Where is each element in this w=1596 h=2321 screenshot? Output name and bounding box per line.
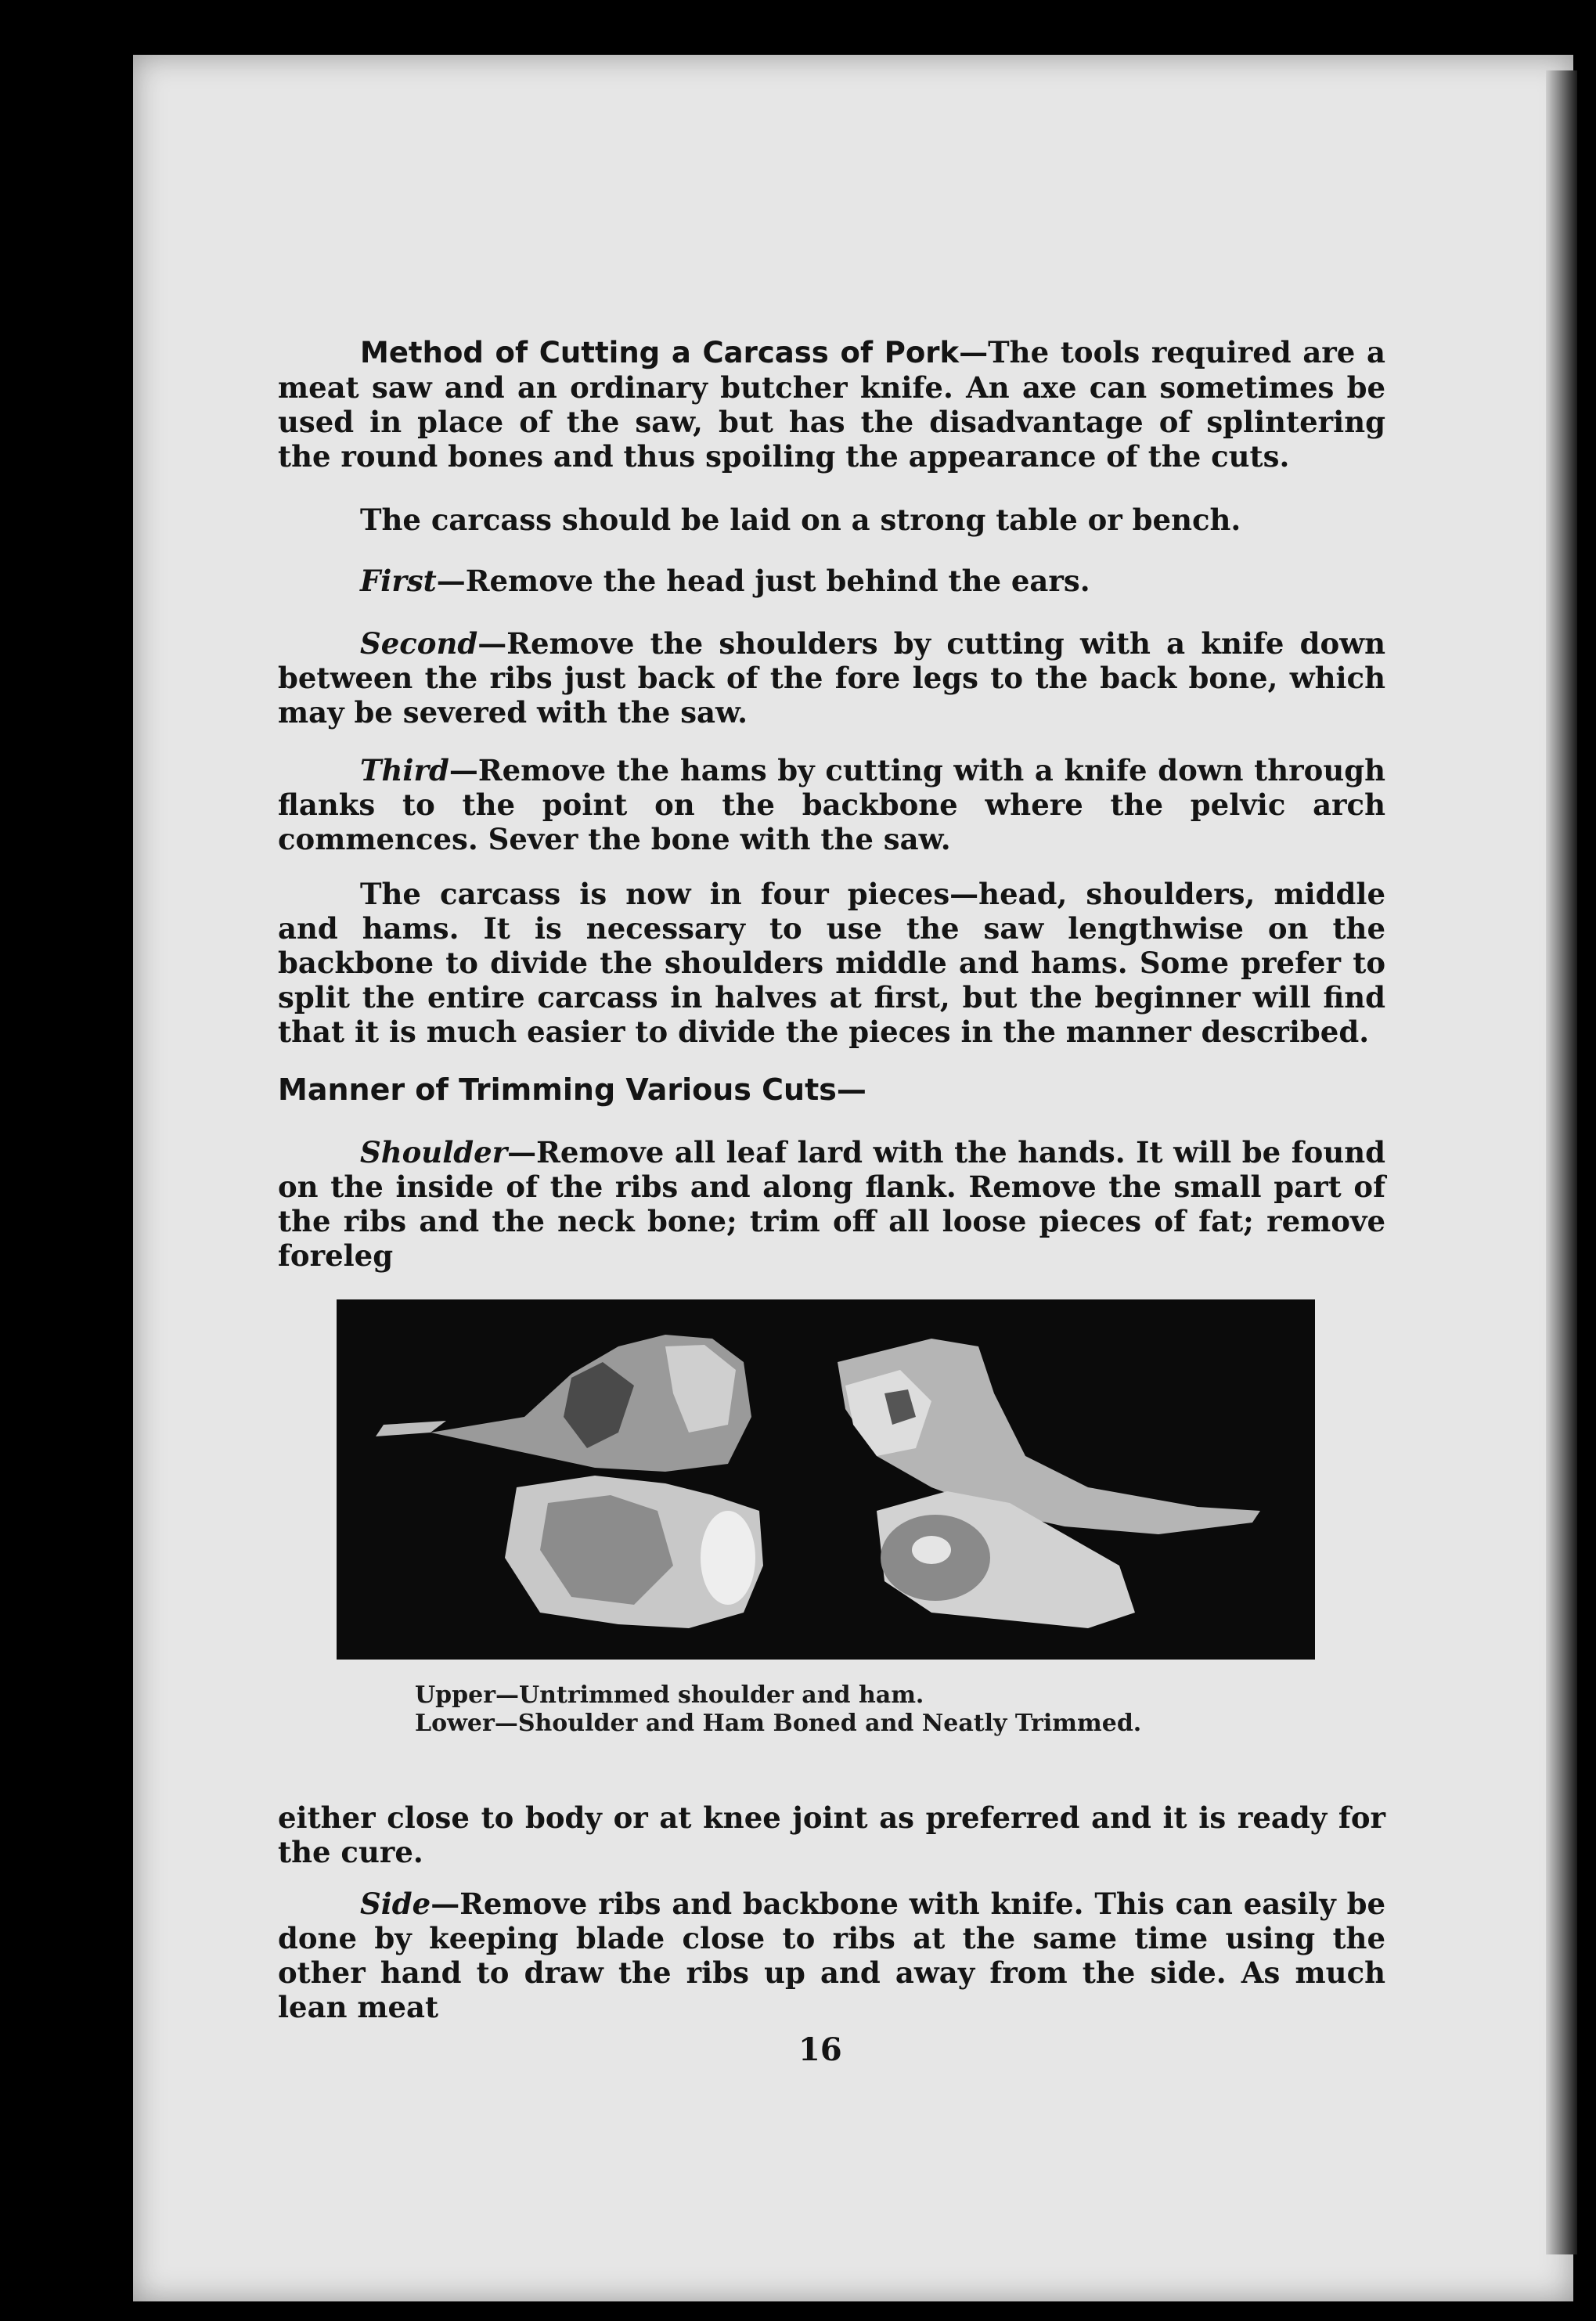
- step-first-label: First: [360, 564, 437, 598]
- shoulder-paragraph: [278, 1135, 1385, 1273]
- shoulder-label: Shoulder: [360, 1135, 508, 1170]
- side-label: Side: [360, 1887, 431, 1921]
- table-note: The carcass should be laid on a strong table or bench.: [360, 503, 1241, 537]
- step-third: [278, 753, 1385, 856]
- step-second: [278, 626, 1385, 730]
- step-second-text: —Remove the shoulders by cutting with a knife down between the ribs just back of the fore legs to the back bone, which may be severed with the saw.: [278, 626, 1385, 730]
- step-third-text: —Remove the hams by cutting with a knife down through flanks to the point on the backbone where the pelvic arch commences. Sever the bone with the saw.: [278, 753, 1385, 856]
- side-paragraph: [278, 1887, 1385, 2024]
- page-number: 16: [798, 2031, 842, 2068]
- step-first: [278, 564, 1385, 598]
- side-text: —Remove ribs and backbone with knife. This can easily be done by keeping blade close to ribs at the same time using the other hand to draw the ribs up and away from the side. As much lean meat: [278, 1887, 1385, 2024]
- photo-caption: [415, 1681, 1198, 1738]
- trim-heading: Manner of Trimming Various Cuts—: [278, 1072, 866, 1107]
- intro-text: —The tools required are a meat saw and an ordinary butcher knife. An axe can sometimes be used in place of the saw, but has the disadvantage of splintering the round bones and thus spoiling the appearance of the cuts.: [278, 335, 1385, 474]
- four-pieces-paragraph: The carcass is now in four pieces—head, shoulders, middle and hams. It is necessary to use the saw lengthwise on the backbone to divide the shoulders middle and hams. Some prefer to split the entire carcass in halves at first, but the beginner will find that it is much easier to divide the pieces in the manner described.: [278, 877, 1385, 1049]
- step-third-label: Third: [360, 753, 449, 787]
- pork-cuts-illustration: [337, 1299, 1315, 1660]
- book-spine: [1546, 70, 1577, 2254]
- caption-upper: Upper—Untrimmed shoulder and ham.: [415, 1681, 924, 1709]
- shoulder-text: —Remove all leaf lard with the hands. It will be found on the inside of the ribs and along flank. Remove the small part of the ribs and the neck bone; trim off all loose pieces of fat; remove foreleg: [278, 1135, 1385, 1273]
- intro-paragraph: [278, 335, 1385, 474]
- caption-lower: Lower—Shoulder and Ham Boned and Neatly Trimmed.: [415, 1710, 1142, 1737]
- pork-cuts-photo: [337, 1299, 1315, 1660]
- intro-lead: Method of Cutting a Carcass of Pork: [360, 336, 960, 369]
- step-first-text: —Remove the head just behind the ears.: [436, 564, 1090, 598]
- step-second-label: Second: [360, 626, 478, 661]
- continuation-paragraph: either close to body or at knee joint as preferred and it is ready for the cure.: [278, 1800, 1385, 1869]
